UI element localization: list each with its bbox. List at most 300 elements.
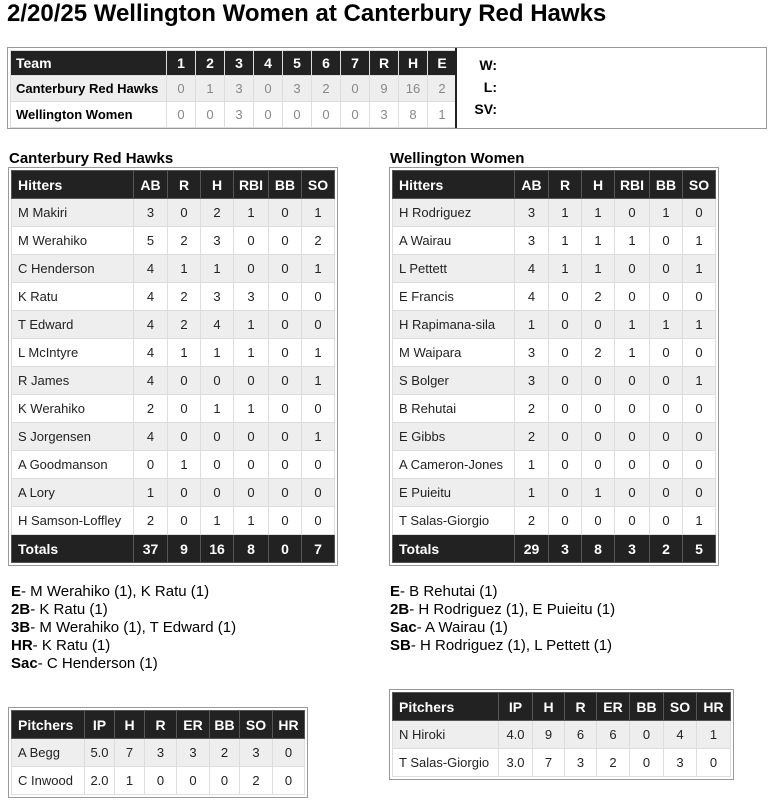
save-label: SV: [474,101,497,117]
stat-cell: 3 [145,739,177,767]
player-name: A Wairau [393,227,515,255]
table-row [393,311,716,339]
linescore-header-cell: 6 [312,51,341,76]
note-line [11,655,236,673]
stat-cell: 0 [683,395,716,423]
stat-cell: 2 [168,227,201,255]
linescore-panel [7,47,767,129]
column-header: H [533,693,565,721]
stat-cell: 0 [302,507,335,535]
stat-cell: 0 [683,339,716,367]
stat-cell: 1 [515,311,549,339]
stat-cell: 0 [615,507,650,535]
stat-cell: 0 [650,507,683,535]
table-row [12,739,305,767]
linescore-table [10,50,457,128]
column-header: R [565,693,597,721]
stat-cell: 4 [134,339,168,367]
stat-cell: 2 [515,507,549,535]
stat-cell: 1 [234,339,269,367]
stat-cell: 0 [549,479,582,507]
stat-cell: 2.0 [85,767,115,795]
totals-cell: 16 [201,535,234,563]
player-name: R James [12,367,134,395]
linescore-header-cell: 5 [283,51,312,76]
stat-cell: 2 [515,395,549,423]
stat-cell: 0 [683,199,716,227]
linescore-cell: 0 [254,102,283,128]
stat-cell: 4 [134,311,168,339]
player-name: N Hiroki [393,721,499,749]
table-row [12,367,335,395]
stat-cell: 7 [533,749,565,777]
stat-cell: 0 [302,311,335,339]
header-row [12,171,335,199]
linescore-cell: 3 [225,102,254,128]
stat-cell: 0 [210,767,240,795]
linescore-cell: 3 [370,102,399,128]
totals-cell: 9 [168,535,201,563]
stat-cell: 0 [234,423,269,451]
column-header: AB [134,171,168,199]
linescore-row-away [11,102,457,128]
stat-cell: 4 [515,255,549,283]
totals-cell: 37 [134,535,168,563]
column-header: H [582,171,615,199]
stat-cell: 0 [683,283,716,311]
linescore-cell: 0 [283,102,312,128]
stat-cell: 3 [515,339,549,367]
player-name: H Rodriguez [393,199,515,227]
note-label: E [11,583,22,600]
table-row [12,507,335,535]
stat-cell: 0 [582,367,615,395]
note-line [390,619,615,637]
stat-cell: 0 [650,395,683,423]
stat-cell: 0 [615,255,650,283]
column-header: SO [302,171,335,199]
stat-cell: 1 [234,199,269,227]
stat-cell: 0 [549,283,582,311]
table-row [393,451,716,479]
totals-cell: 7 [302,535,335,563]
stat-cell: 4 [664,721,697,749]
player-name: M Werahiko [12,227,134,255]
stat-cell: 1 [134,479,168,507]
stat-cell: 2 [582,283,615,311]
stat-cell: 2 [168,311,201,339]
stat-cell: 1 [650,199,683,227]
stat-cell: 0 [683,423,716,451]
stat-cell: 1 [683,255,716,283]
stat-cell: 0 [269,395,302,423]
player-name: S Jorgensen [12,423,134,451]
stat-cell: 1 [302,339,335,367]
linescore-cell: 2 [312,76,341,102]
table-row [393,255,716,283]
table-row [12,395,335,423]
linescore-cell: 1 [196,76,225,102]
player-name: C Inwood [12,767,85,795]
note-line [11,601,236,619]
stat-cell: 0 [201,479,234,507]
stat-cell: 3 [177,739,210,767]
stat-cell: 0 [615,479,650,507]
stat-cell: 2 [240,767,273,795]
table-row [393,227,716,255]
linescore-row-home [11,76,457,102]
stat-cell: 0 [168,395,201,423]
stat-cell: 0 [650,367,683,395]
table-row [393,479,716,507]
table-row [12,199,335,227]
stat-cell: 0 [615,199,650,227]
stat-cell: 1 [234,395,269,423]
stat-cell: 1 [615,339,650,367]
column-header: R [168,171,201,199]
stat-cell: 0 [650,283,683,311]
stat-cell: 1 [168,339,201,367]
note-label: SB [390,637,411,654]
totals-row [12,535,335,563]
column-header: IP [85,711,115,739]
home-team-heading: Canterbury Red Hawks [9,150,174,167]
note-line [390,601,615,619]
stat-cell: 2 [201,199,234,227]
stat-cell: 0 [134,451,168,479]
linescore-cell: 0 [167,102,196,128]
stat-cell: 3 [134,199,168,227]
linescore-header-cell: 2 [196,51,225,76]
stat-cell: 0 [302,283,335,311]
totals-cell: 2 [650,535,683,563]
column-header: SO [664,693,697,721]
column-header: ER [597,693,630,721]
note-label: Sac [390,619,417,636]
stat-cell: 0 [549,451,582,479]
note-text: - C Henderson (1) [37,655,158,672]
stat-cell: 0 [269,227,302,255]
stat-cell: 2 [597,749,630,777]
linescore-header-cell: E [428,51,457,76]
stat-cell: 3 [515,367,549,395]
stat-cell: 0 [615,451,650,479]
stat-cell: 0 [177,767,210,795]
linescore-cell: 0 [167,76,196,102]
player-name: S Bolger [393,367,515,395]
header-row [393,693,731,721]
away-batting-notes [390,583,615,655]
table-row [12,311,335,339]
totals-cell: 3 [615,535,650,563]
stat-cell: 0 [273,767,305,795]
stat-cell: 4 [134,367,168,395]
table-row [393,395,716,423]
column-header: SO [240,711,273,739]
player-name: T Salas-Giorgio [393,507,515,535]
linescore-team-name: Canterbury Red Hawks [11,76,167,102]
stat-cell: 4 [201,311,234,339]
column-header: Pitchers [393,693,499,721]
note-text: - M Werahiko (1), K Ratu (1) [21,583,210,600]
note-label: 3B [11,619,31,636]
player-name: L Pettett [393,255,515,283]
stat-cell: 1 [615,311,650,339]
stat-cell: 3.0 [499,749,533,777]
totals-cell: 29 [515,535,549,563]
stat-cell: 0 [269,255,302,283]
stat-cell: 0 [269,199,302,227]
stat-cell: 6 [565,721,597,749]
stat-cell: 4 [515,283,549,311]
away-hitters-panel [389,167,719,566]
table-row [393,339,716,367]
stat-cell: 3 [234,283,269,311]
linescore-header-cell: 1 [167,51,196,76]
stat-cell: 3 [201,283,234,311]
player-name: E Gibbs [393,423,515,451]
page-title: 2/20/25 Wellington Women at Canterbury Red Hawks [7,0,607,27]
column-header: HR [697,693,731,721]
note-line [11,637,236,655]
stat-cell: 5.0 [85,739,115,767]
table-row [12,451,335,479]
stat-cell: 1 [683,507,716,535]
stat-cell: 2 [134,395,168,423]
stat-cell: 0 [168,199,201,227]
note-label: Sac [11,655,38,672]
player-name: A Cameron-Jones [393,451,515,479]
column-header: Hitters [12,171,134,199]
column-header: Pitchers [12,711,85,739]
stat-cell: 0 [582,423,615,451]
column-header: H [201,171,234,199]
stat-cell: 0 [615,395,650,423]
table-row [12,767,305,795]
column-header: RBI [234,171,269,199]
stat-cell: 0 [269,479,302,507]
column-header: BB [650,171,683,199]
totals-cell: 3 [549,535,582,563]
linescore-header-cell: H [399,51,428,76]
home-batting-notes [11,583,236,673]
stat-cell: 1 [683,227,716,255]
stat-cell: 1 [697,721,731,749]
player-name: C Henderson [12,255,134,283]
stat-cell: 1 [302,199,335,227]
stat-cell: 0 [549,395,582,423]
note-text: - M Werahiko (1), T Edward (1) [30,619,237,636]
table-row [12,283,335,311]
player-name: A Goodmanson [12,451,134,479]
stat-cell: 0 [615,367,650,395]
table-row [12,227,335,255]
loss-label: L: [483,79,497,95]
stat-cell: 0 [269,367,302,395]
table-row [393,423,716,451]
player-name: M Makiri [12,199,134,227]
stat-cell: 1 [201,255,234,283]
stat-cell: 0 [168,367,201,395]
column-header: ER [177,711,210,739]
linescore-cell: 0 [341,102,370,128]
stat-cell: 0 [582,507,615,535]
linescore-header-cell: Team [11,51,167,76]
stat-cell: 1 [515,479,549,507]
player-name: L McIntyre [12,339,134,367]
totals-row [393,535,716,563]
stat-cell: 0 [168,479,201,507]
column-header: Hitters [393,171,515,199]
note-label: 2B [390,601,410,618]
stat-cell: 0 [582,451,615,479]
note-text: - H Rodriguez (1), L Pettett (1) [410,637,613,654]
stat-cell: 0 [269,507,302,535]
note-line [11,583,236,601]
linescore-cell: 0 [312,102,341,128]
stat-cell: 0 [650,451,683,479]
linescore-cell: 8 [399,102,428,128]
linescore-cell: 0 [254,76,283,102]
stat-cell: 0 [201,423,234,451]
column-header: HR [273,711,305,739]
stat-cell: 0 [683,479,716,507]
linescore-cell: 9 [370,76,399,102]
stat-cell: 1 [302,367,335,395]
totals-label: Totals [12,535,134,563]
stat-cell: 1 [549,255,582,283]
header-row [393,171,716,199]
stat-cell: 1 [201,339,234,367]
home-pitchers-table [11,710,305,795]
note-text: - H Rodriguez (1), E Puieitu (1) [409,601,616,618]
column-header: BB [630,693,664,721]
stat-cell: 1 [683,367,716,395]
stat-cell: 0 [234,227,269,255]
stat-cell: 0 [697,749,731,777]
column-header: H [115,711,145,739]
away-pitchers-table [392,692,731,777]
stat-cell: 0 [201,367,234,395]
stat-cell: 5 [134,227,168,255]
table-row [393,507,716,535]
stat-cell: 3 [565,749,597,777]
stat-cell: 0 [269,339,302,367]
linescore-header-cell: R [370,51,399,76]
column-header: AB [515,171,549,199]
stat-cell: 1 [115,767,145,795]
stat-cell: 2 [515,423,549,451]
stat-cell: 0 [630,749,664,777]
stat-cell: 2 [582,339,615,367]
away-pitchers-panel [389,689,734,780]
stat-cell: 4 [134,255,168,283]
stat-cell: 0 [549,339,582,367]
player-name: H Samson-Loffley [12,507,134,535]
note-label: E [390,583,401,600]
table-row [393,367,716,395]
column-header: R [145,711,177,739]
player-name: T Salas-Giorgio [393,749,499,777]
stat-cell: 1 [549,199,582,227]
stat-cell: 1 [650,311,683,339]
stat-cell: 2 [302,227,335,255]
stat-cell: 0 [234,367,269,395]
totals-cell: 5 [683,535,716,563]
column-header: RBI [615,171,650,199]
stat-cell: 0 [302,479,335,507]
stat-cell: 1 [201,507,234,535]
stat-cell: 1 [582,199,615,227]
totals-cell: 8 [582,535,615,563]
column-header: BB [269,171,302,199]
win-label: W: [479,57,497,73]
column-header: BB [210,711,240,739]
note-line [390,637,615,655]
stat-cell: 0 [302,451,335,479]
stat-cell: 9 [533,721,565,749]
stat-cell: 1 [302,255,335,283]
stat-cell: 1 [582,227,615,255]
linescore-header-cell: 7 [341,51,370,76]
linescore-cell: 2 [428,76,457,102]
linescore-cell: 0 [196,102,225,128]
player-name: E Puieitu [393,479,515,507]
stat-cell: 0 [234,255,269,283]
note-text: - K Ratu (1) [30,601,108,618]
player-name: B Rehutai [393,395,515,423]
stat-cell: 0 [145,767,177,795]
stat-cell: 0 [650,339,683,367]
linescore-cell: 1 [428,102,457,128]
note-line [390,583,615,601]
stat-cell: 0 [549,311,582,339]
column-header: R [549,171,582,199]
player-name: H Rapimana-sila [393,311,515,339]
stat-cell: 1 [168,451,201,479]
stat-cell: 0 [269,283,302,311]
player-name: A Lory [12,479,134,507]
totals-cell: 8 [234,535,269,563]
stat-cell: 3 [201,227,234,255]
note-text: - B Rehutai (1) [400,583,498,600]
stat-cell: 0 [302,395,335,423]
note-label: HR [11,637,33,654]
stat-cell: 0 [269,451,302,479]
stat-cell: 1 [582,479,615,507]
header-row [12,711,305,739]
stat-cell: 1 [549,227,582,255]
column-header: SO [683,171,716,199]
table-row [393,199,716,227]
stat-cell: 0 [650,479,683,507]
totals-cell: 0 [269,535,302,563]
stat-cell: 1 [234,311,269,339]
stat-cell: 0 [234,479,269,507]
stat-cell: 0 [549,423,582,451]
home-hitters-table [11,170,335,563]
stat-cell: 0 [582,311,615,339]
linescore-header-cell: 3 [225,51,254,76]
note-text: - A Wairau (1) [416,619,508,636]
stat-cell: 3 [515,227,549,255]
player-name: E Francis [393,283,515,311]
stat-cell: 0 [582,395,615,423]
stat-cell: 0 [549,507,582,535]
note-label: 2B [11,601,31,618]
stat-cell: 0 [650,227,683,255]
stat-cell: 1 [201,395,234,423]
